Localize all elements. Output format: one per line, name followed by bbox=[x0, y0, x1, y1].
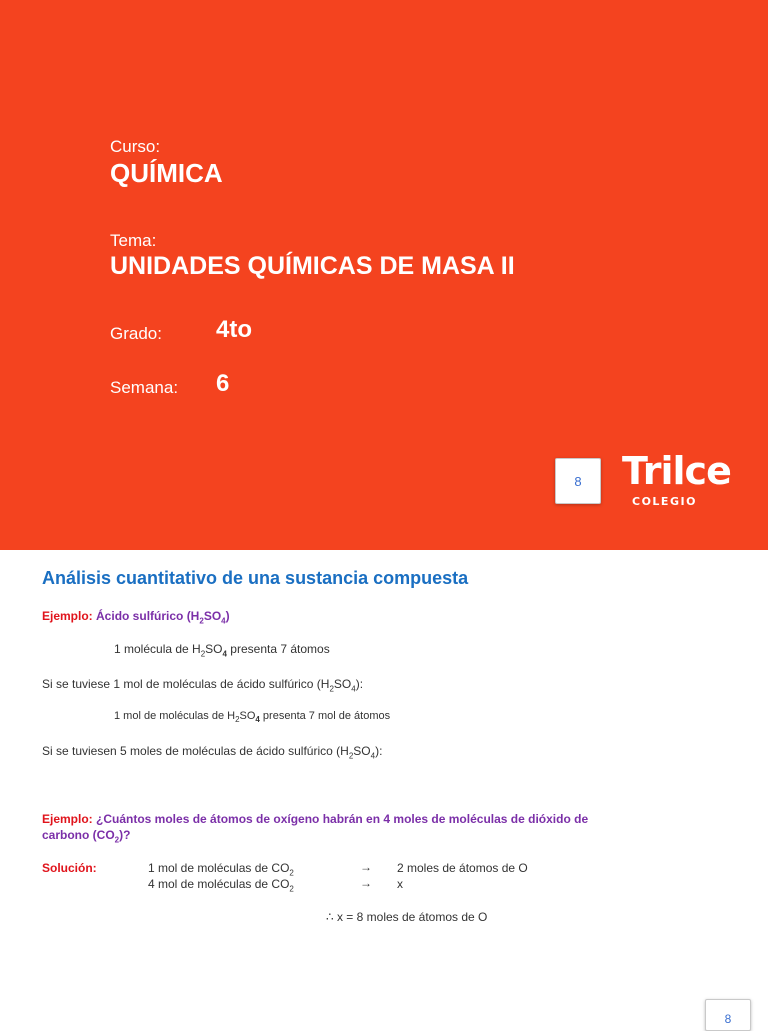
example2-question-line2: carbono $(CO_2)$? bbox=[42, 828, 131, 845]
solution-label: Solución: bbox=[42, 861, 97, 875]
grado-value: 4to bbox=[216, 316, 252, 343]
mol-atoms-line: 1 mol de moléculas de $H_2SO_4$ presenta 7 mol de átomos bbox=[114, 710, 391, 725]
semana-value: 6 bbox=[216, 370, 230, 397]
section-heading: Análisis cuantitativo de una sustancia compuesta bbox=[42, 568, 469, 588]
page-thumbnail-icon[interactable]: 8 bbox=[705, 999, 751, 1031]
solution-row2-left: 4 mol de moléculas de $CO_2$ bbox=[148, 877, 294, 894]
curso-label: Curso: bbox=[110, 137, 161, 156]
page-thumbnail-icon[interactable]: 8 bbox=[555, 458, 601, 504]
solution-row2-right: x bbox=[397, 877, 403, 891]
trilce-logo bbox=[622, 451, 731, 508]
grado-label: Grado: bbox=[110, 324, 162, 343]
arrow-icon: → bbox=[360, 876, 372, 890]
solution-row1-right: 2 moles de átomos de O bbox=[397, 861, 528, 875]
example1-title: Ejemplo: Ácido sulfúrico $(H_2SO_4)$ bbox=[42, 609, 230, 626]
paragraph-five-moles: Si se tuviesen 5 moles de moléculas de ácido sulfúrico $(H_2SO_4)$: bbox=[42, 744, 383, 761]
curso-value: QUÍMICA bbox=[110, 158, 223, 188]
example2-question: Ejemplo: ¿Cuántos moles de átomos de oxígeno habrán en 4 moles de moléculas de dióxido de bbox=[42, 812, 589, 826]
logo-name: Trilce bbox=[622, 449, 731, 493]
tema-value: UNIDADES QUÍMICAS DE MASA II bbox=[110, 252, 515, 280]
molecule-atoms-line: 1 molécula de $H_2SO_4$ presenta 7 átomos bbox=[114, 642, 330, 659]
semana-label: Semana: bbox=[110, 378, 179, 397]
paragraph-one-mol: Si se tuviese 1 mol de moléculas de ácido sulfúrico $(H_2SO_4)$: bbox=[42, 677, 364, 694]
solution-row1-left: 1 mol de moléculas de $CO_2$ bbox=[148, 861, 294, 878]
content-section bbox=[0, 550, 768, 1024]
arrow-icon: → bbox=[360, 860, 372, 874]
tema-label: Tema: bbox=[110, 231, 157, 250]
solution-result: ∴ x = 8 moles de átomos de O bbox=[326, 910, 488, 924]
logo-subtitle: COLEGIO bbox=[632, 495, 697, 508]
